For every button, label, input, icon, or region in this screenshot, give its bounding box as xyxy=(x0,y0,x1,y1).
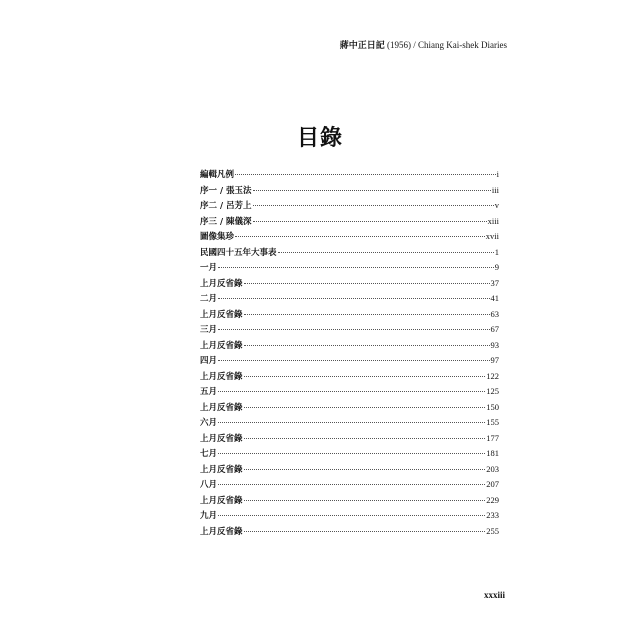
toc-entry-title: 上月反省錄 xyxy=(200,309,243,320)
toc-entry-title: 序三 / 陳儀深 xyxy=(200,216,252,227)
toc-entry-page: 41 xyxy=(490,293,499,303)
toc-leader-dots xyxy=(244,344,490,346)
toc-entry-page: 122 xyxy=(486,370,499,381)
toc-entry-page: iii xyxy=(491,184,499,195)
toc-entry xyxy=(200,384,499,400)
page-title: 目錄 xyxy=(296,125,343,151)
toc-entry xyxy=(200,431,499,447)
toc-entry xyxy=(200,415,499,431)
toc-entry-page: 97 xyxy=(490,355,499,365)
toc-entry-title: 上月反省錄 xyxy=(200,340,243,351)
running-header-title-rest: (1956) / Chiang Kai-shek Diaries xyxy=(384,40,507,50)
toc-entry-page: 150 xyxy=(486,401,499,412)
toc-entry xyxy=(200,229,499,245)
toc-entry xyxy=(200,214,499,230)
toc-entry-page: 233 xyxy=(486,510,499,520)
toc-entry-page: 177 xyxy=(486,432,499,443)
toc-entry xyxy=(200,524,499,540)
toc-entry-title: 二月 xyxy=(200,294,218,304)
toc-entry xyxy=(200,462,499,478)
toc-entry xyxy=(200,400,499,416)
toc-entry-page: 93 xyxy=(490,339,499,350)
page-number: xxxiii xyxy=(483,590,505,600)
toc-entry-title: 序一 / 張玉法 xyxy=(200,185,252,196)
toc-entry-title: 五月 xyxy=(200,387,218,397)
toc-leader-dots xyxy=(218,359,489,361)
toc-entry-page: 1 xyxy=(494,246,499,257)
toc-entry xyxy=(200,338,499,354)
toc-entry-page: xvii xyxy=(485,231,499,241)
toc-leader-dots xyxy=(235,173,496,175)
toc-entry-title: 七月 xyxy=(200,449,218,459)
toc-leader-dots xyxy=(218,297,489,299)
toc-entry-page: i xyxy=(496,169,499,179)
toc-leader-dots xyxy=(244,530,486,532)
toc-entry xyxy=(200,369,499,385)
toc-entry-title: 四月 xyxy=(200,356,218,366)
toc-entry xyxy=(200,291,499,307)
toc-leader-dots xyxy=(218,452,485,454)
toc-leader-dots xyxy=(244,468,486,470)
toc-leader-dots xyxy=(218,390,485,392)
toc-entry xyxy=(200,167,499,183)
toc-entry-page: 63 xyxy=(490,308,499,319)
toc-leader-dots xyxy=(218,266,494,268)
toc-entry xyxy=(200,198,499,214)
running-header-title-cn: 蔣中正日記 xyxy=(339,40,385,50)
toc-entry-title: 上月反省錄 xyxy=(200,433,243,444)
toc-entry-title: 上月反省錄 xyxy=(200,526,243,537)
toc-entry-title: 一月 xyxy=(200,263,218,273)
toc-entry-title: 上月反省錄 xyxy=(200,371,243,382)
toc-leader-dots xyxy=(218,328,489,330)
toc-entry-page: xiii xyxy=(487,215,499,226)
toc-entry-page: 181 xyxy=(486,448,499,458)
toc-leader-dots xyxy=(218,421,485,423)
toc-entry xyxy=(200,477,499,493)
toc-leader-dots xyxy=(244,406,486,408)
toc-leader-dots xyxy=(253,220,487,222)
toc-entry xyxy=(200,245,499,261)
toc-entry-page: 207 xyxy=(486,479,499,489)
running-header xyxy=(340,38,507,51)
toc-entry-page: 125 xyxy=(486,386,499,396)
toc-leader-dots xyxy=(253,204,494,206)
toc-entry-title: 圖像集珍 xyxy=(200,232,235,242)
toc-entry xyxy=(200,276,499,292)
toc-entry-page: 155 xyxy=(486,417,499,427)
toc-entry-page: 9 xyxy=(494,262,499,272)
toc-entry xyxy=(200,353,499,369)
toc-entry xyxy=(200,446,499,462)
toc-entry-title: 八月 xyxy=(200,480,218,490)
toc-entry-title: 上月反省錄 xyxy=(200,402,243,413)
toc-leader-dots xyxy=(244,282,490,284)
toc-leader-dots xyxy=(244,499,486,501)
toc-entry xyxy=(200,493,499,509)
toc-entry xyxy=(200,508,499,524)
toc-entry xyxy=(200,307,499,323)
toc-leader-dots xyxy=(218,514,485,516)
toc-leader-dots xyxy=(218,483,485,485)
toc-entry-title: 民國四十五年大事表 xyxy=(200,247,277,258)
toc-entry-page: v xyxy=(494,200,499,210)
table-of-contents xyxy=(200,167,499,539)
toc-entry-title: 九月 xyxy=(200,511,218,521)
toc-entry xyxy=(200,260,499,276)
toc-leader-dots xyxy=(244,313,490,315)
toc-entry-title: 上月反省錄 xyxy=(200,278,243,289)
toc-entry-page: 203 xyxy=(486,463,499,474)
toc-entry-title: 上月反省錄 xyxy=(200,464,243,475)
toc-entry-page: 37 xyxy=(490,277,499,288)
toc-entry-page: 67 xyxy=(490,324,499,334)
toc-entry xyxy=(200,183,499,199)
toc-entry-title: 三月 xyxy=(200,325,218,335)
toc-entry-page: 229 xyxy=(486,494,499,505)
toc-leader-dots xyxy=(244,375,486,377)
toc-entry xyxy=(200,322,499,338)
toc-leader-dots xyxy=(253,189,491,191)
toc-entry-title: 上月反省錄 xyxy=(200,495,243,506)
toc-entry-title: 序二 / 呂芳上 xyxy=(200,201,252,211)
toc-entry-page: 255 xyxy=(486,525,499,536)
toc-leader-dots xyxy=(244,437,486,439)
toc-entry-title: 編輯凡例 xyxy=(200,170,235,180)
toc-entry-title: 六月 xyxy=(200,418,218,428)
toc-leader-dots xyxy=(278,251,494,253)
toc-leader-dots xyxy=(235,235,485,237)
